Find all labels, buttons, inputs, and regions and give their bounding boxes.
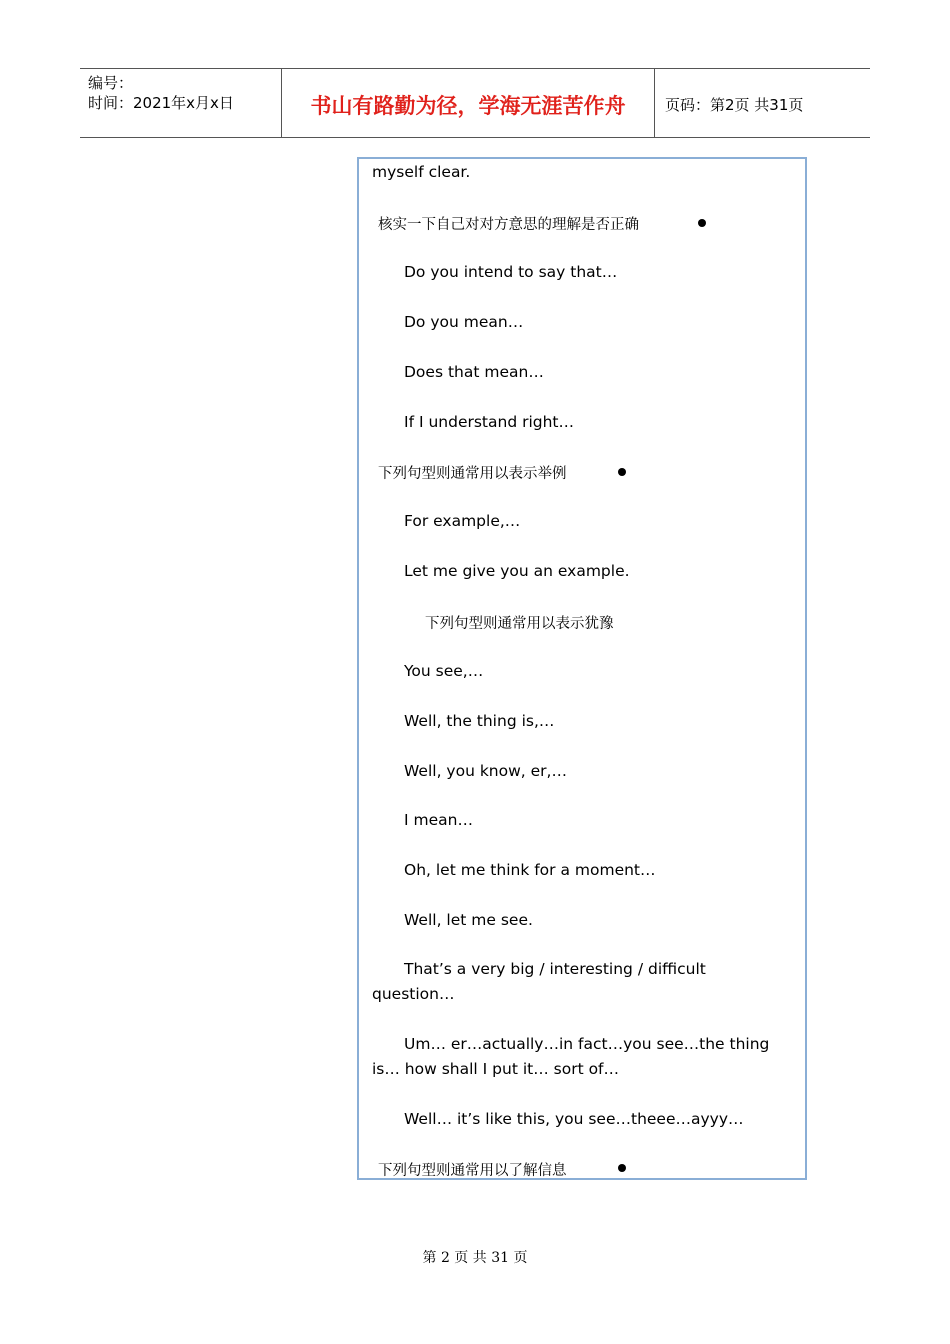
header-meta <box>80 69 282 137</box>
section-heading-hesitate: 下列句型则通常用以表示犹豫 <box>425 616 614 632</box>
list-item: Well… it’s like this, you see…theee…ayyy… <box>404 1110 744 1128</box>
list-item: Do you mean… <box>404 313 524 331</box>
page-footer: 第 2 页 共 31 页 <box>422 1250 528 1266</box>
list-item: If I understand right… <box>404 413 575 431</box>
header-motto: 书山有路勤为径，学海无涯苦作舟 <box>282 69 655 137</box>
page-header <box>80 68 870 138</box>
list-item: Well, let me see. <box>404 911 533 929</box>
document-number-label: 编号： <box>88 74 134 92</box>
list-item: Oh, let me think for a moment… <box>404 861 656 879</box>
list-item: Does that mean… <box>404 363 544 381</box>
list-item-wrapped: That’s a very big / interesting / difficult question… <box>372 960 706 1003</box>
bullet-icon <box>698 219 706 227</box>
bullet-icon <box>618 1164 626 1172</box>
section-heading-check: 核实一下自己对对方意思的理解是否正确 <box>378 217 639 233</box>
list-item: I mean… <box>404 811 473 829</box>
list-item: Let me give you an example. <box>404 562 630 580</box>
text-line: myself clear. <box>372 163 471 181</box>
list-item: Well, the thing is,… <box>404 712 555 730</box>
list-item-wrapped: Um… er…actually…in fact…you see…the thing is… how shall I put it… sort of… <box>372 1035 770 1078</box>
list-item: Do you intend to say that… <box>404 263 618 281</box>
section-heading-info: 下列句型则通常用以了解信息 <box>378 1163 567 1179</box>
bullet-icon <box>618 468 626 476</box>
header-page-info: 页码：第2页 共31页 <box>665 95 804 114</box>
document-date: 时间：2021年x月x日 <box>88 94 234 112</box>
section-heading-example: 下列句型则通常用以表示举例 <box>378 466 567 482</box>
list-item: For example,… <box>404 512 521 530</box>
content-box <box>357 157 807 1180</box>
list-item: You see,… <box>404 662 484 680</box>
list-item: Well, you know, er,… <box>404 762 567 780</box>
